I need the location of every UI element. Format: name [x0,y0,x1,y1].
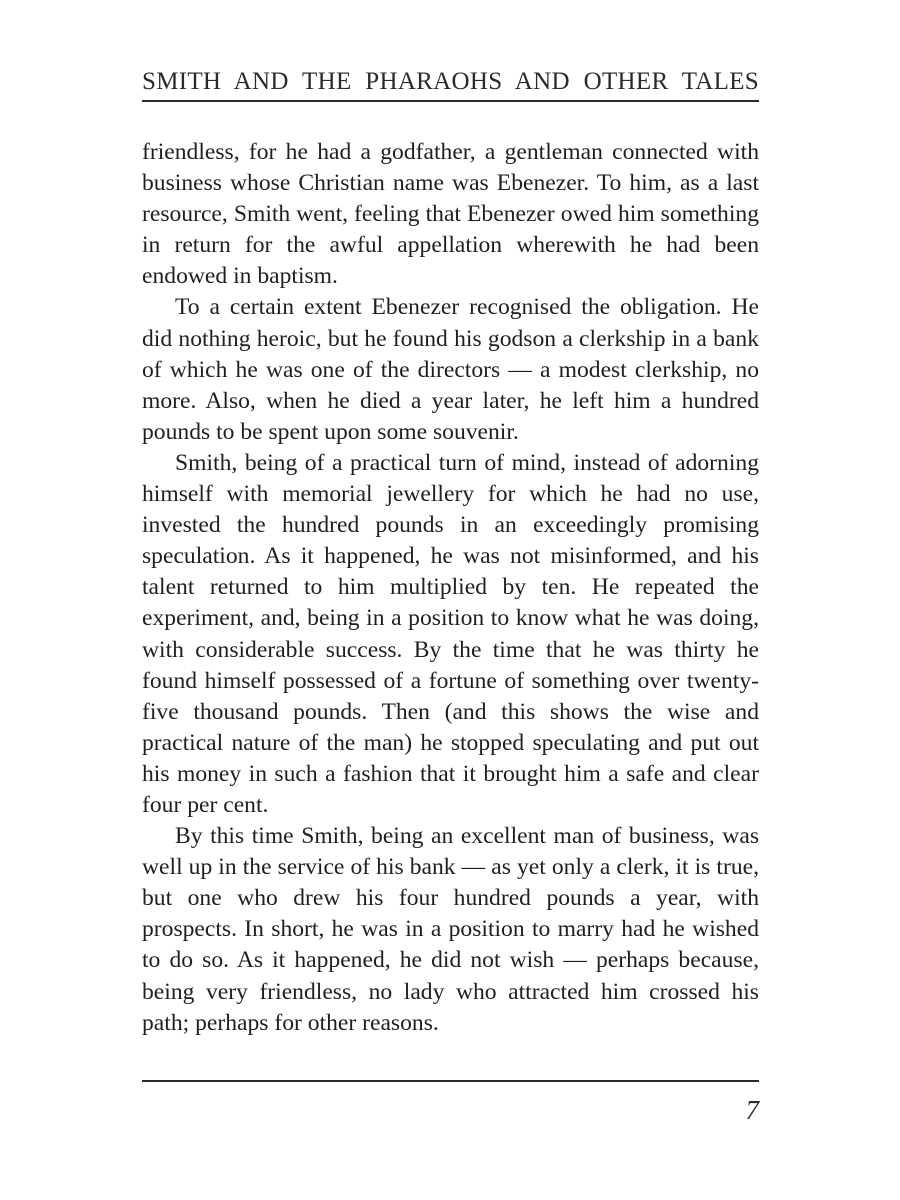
book-page [142,0,759,1200]
footer-rule [142,1080,759,1082]
paragraph-2: To a certain extent Ebenezer recognised the obligation. He did nothing heroic, but he found his godson a clerkship in a bank of which he was one of the directors — a modest clerkship, no more. Also, when he died a year later, he left him a hundred pounds to be spent upon some souvenir. [142,294,759,445]
page-number: 7 [745,1095,759,1125]
paragraph-4: By this time Smith, being an excellent man of business, was well up in the service of his bank — as yet only a clerk, it is true, but one who drew his four hundred pounds a year, with prospects. In short, he was in a position to marry had he wished to do so. As it happened, he did not wish — perhaps because, being very friendless, no lady who attracted him crossed his path; perhaps for other reasons. [142,823,759,1036]
header-rule [142,100,759,102]
running-head-title: SMITH AND THE PHARAOHS AND OTHER TALES [142,68,759,95]
paragraph-1: friendless, for he had a godfather, a gentleman connected with business whose Christian name was Ebenezer. To him, as a last resource, Smith went, feeling that Ebenezer owed him something in return for the awful appellation wherewith he had been endowed in baptism. [142,139,759,290]
paragraph-3: Smith, being of a practical turn of mind, instead of adorning himself with memorial jewellery for which he had no use, invested the hundred pounds in an exceedingly promising speculation. As it happened, he was not misinformed, and his talent returned to him multiplied by ten. He repeated the experiment, and, being in a position to know what he was doing, with considerable success. By the time that he was thirty he found himself possessed of a fortune of something over twenty-five thousand pounds. Then (and this shows the wise and practical nature of the man) he stopped speculating and put out his money in such a fashion that it brought him a safe and clear four per cent. [142,449,759,818]
body-text [142,137,759,1039]
